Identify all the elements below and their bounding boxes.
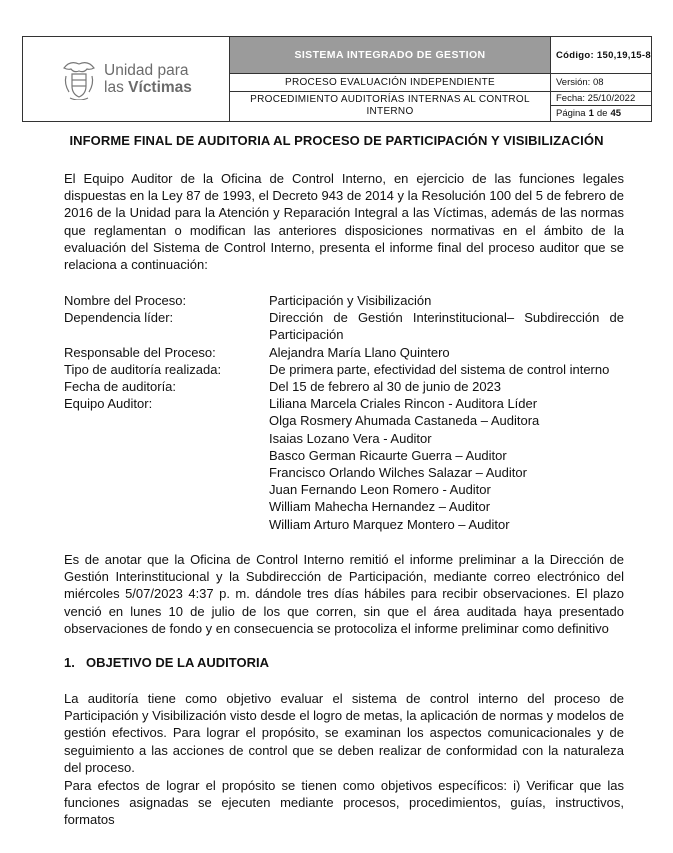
header-right-column [551, 37, 651, 121]
objective-paragraph: La auditoría tiene como objetivo evaluar el sistema de control interno del proceso de Participación y Visibilización visto desde el logro de metas, la aplicación de normas y modelos de gestión efectivos. Para lograr el propósito, se examinan los aspectos comunicacionales y de seguimiento a las acciones de control que se deben realizar de conformidad con la naturaleza del proceso. [64, 691, 624, 775]
system-name: SISTEMA INTEGRADO DE GESTION [230, 37, 550, 74]
logo-cell [23, 37, 230, 121]
audit-team-list [269, 395, 624, 533]
logo-line-1: Unidad para [104, 62, 189, 79]
process-name: PROCESO EVALUACIÓN INDEPENDIENTE [230, 74, 550, 92]
document-code: Código: 150,19,15-8 [551, 37, 651, 74]
document-header-table [22, 36, 652, 122]
page-total: 45 [610, 107, 622, 119]
audit-details [64, 292, 624, 533]
section-heading [64, 655, 269, 670]
detail-value: Alejandra María Llano Quintero [269, 344, 450, 360]
detail-value: De primera parte, efectividad del sistema de control interno [269, 361, 610, 377]
unidad-victimas-logo [60, 58, 192, 100]
detail-row-process [64, 292, 624, 309]
detail-row-type [64, 361, 624, 378]
detail-row-team [64, 395, 624, 533]
team-member: Basco German Ricaurte Guerra – Auditor [269, 447, 507, 463]
page-label: Página [556, 107, 586, 119]
section-title: OBJETIVO DE LA AUDITORIA [86, 655, 269, 670]
detail-label: Tipo de auditoría realizada: [64, 361, 222, 377]
detail-row-date [64, 378, 624, 395]
specific-objectives-paragraph: Para efectos de lograr el propósito se tienen como objetivos específicos: i) Verificar que las funciones asignadas se ejecuten mediante procesos, procedimientos, guías, instructivos, formatos [64, 778, 624, 828]
team-member: Isaias Lozano Vera - Auditor [269, 430, 432, 446]
page-current: 1 [588, 107, 594, 119]
team-member: William Arturo Marquez Montero – Auditor [269, 516, 510, 532]
detail-label: Nombre del Proceso: [64, 293, 187, 308]
team-member: Olga Rosmery Ahumada Castaneda – Auditora [269, 413, 540, 429]
document-date: Fecha: 25/10/2022 [551, 92, 651, 106]
detail-row-responsible [64, 344, 624, 361]
detail-row-lead [64, 309, 624, 343]
team-member: Francisco Orlando Wilches Salazar – Auditor [269, 465, 527, 481]
detail-label: Dependencia líder: [64, 310, 174, 326]
detail-value: Del 15 de febrero al 30 de junio de 2023 [269, 379, 502, 395]
logo-line-2-bold: Víctimas [128, 79, 192, 96]
logo-line-2-prefix: las [104, 79, 129, 96]
team-member: Liliana Marcela Criales Rincon - Auditora Líder [269, 396, 538, 412]
intro-paragraph: El Equipo Auditor de la Oficina de Control Interno, en ejercicio de las funciones legales dispuestas en la Ley 87 de 1993, el Decreto 943 de 2014 y la Resolución 100 del 5 de febrero de 2016 de la Unidad para la Atención y Reparación Integral a las Víctimas, además de las normas que reglamentan o modifican las anteriores disposiciones normativas en el ámbito de la evaluación del Sistema de Control Interno, presenta el informe final del proceso auditor que se relaciona a continuación: [64, 171, 624, 273]
header-middle-column [230, 37, 551, 121]
section-number: 1. [64, 655, 75, 670]
team-member: William Mahecha Hernandez – Auditor [269, 499, 491, 515]
detail-value: Dirección de Gestión Interinstitucional– Subdirección de Participación [269, 310, 624, 343]
procedure-name: PROCEDIMIENTO AUDITORÍAS INTERNAS AL CONTROL INTERNO [250, 94, 530, 117]
detail-value: Participación y Visibilización [269, 293, 432, 308]
coat-of-arms-icon [60, 58, 98, 100]
team-member: Juan Fernando Leon Romero - Auditor [269, 482, 491, 498]
report-title: INFORME FINAL DE AUDITORIA AL PROCESO DE PARTICIPACIÓN Y VISIBILIZACIÓN [69, 133, 604, 148]
detail-label: Equipo Auditor: [64, 396, 153, 412]
document-version: Versión: 08 [551, 74, 651, 92]
page-number [551, 106, 651, 120]
detail-label: Fecha de auditoría: [64, 379, 177, 395]
detail-label: Responsable del Proceso: [64, 344, 216, 360]
page-of: de [596, 107, 608, 119]
note-paragraph: Es de anotar que la Oficina de Control Interno remitió el informe preliminar a la Dirección de Gestión Interinstitucional y la Subdirección de Participación, mediante correo electrónico del miércoles 5/07/2023 4:37 p. m. dándole tres días hábiles para recibir observaciones. El plazo venció en lunes 10 de julio de los que corren, sin que el área auditada haya presentado observaciones de fondo y en consecuencia se protocoliza el informe preliminar como definitivo [64, 552, 624, 636]
